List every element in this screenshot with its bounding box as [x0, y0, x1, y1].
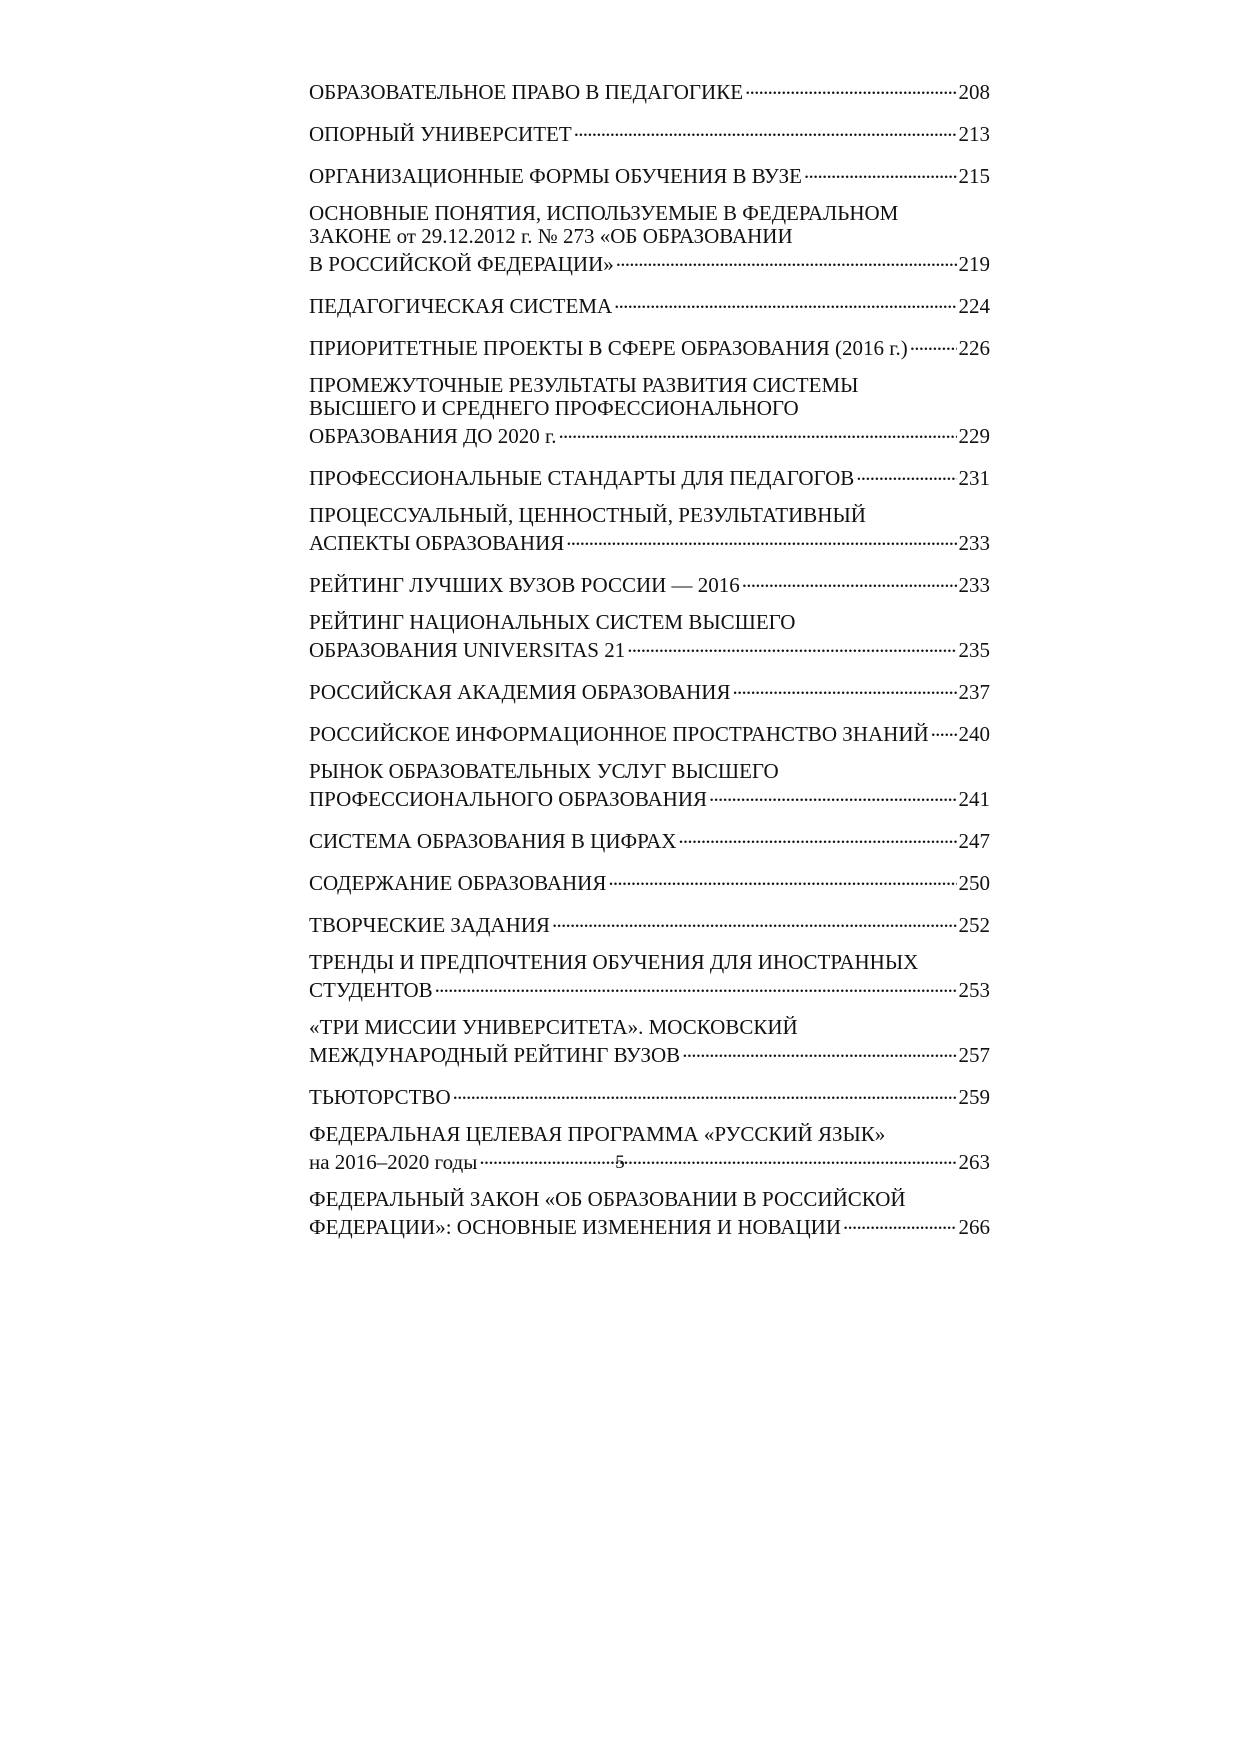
toc-entry-title-line: РЕЙТИНГ НАЦИОНАЛЬНЫХ СИСТЕМ ВЫСШЕГО — [309, 610, 796, 634]
toc-entry-title-line: на 2016–2020 годы — [309, 1150, 478, 1174]
toc-entry — [309, 332, 990, 360]
toc-entry — [309, 569, 990, 597]
toc-entry-title-line: ПРОФЕССИОНАЛЬНЫЕ СТАНДАРТЫ ДЛЯ ПЕДАГОГОВ — [309, 466, 855, 490]
toc-entry-title-line: ФЕДЕРАЦИИ»: ОСНОВНЫЕ ИЗМЕНЕНИЯ И НОВАЦИИ — [309, 1215, 841, 1239]
toc-entry-row — [309, 248, 990, 276]
toc-entry — [309, 951, 990, 1002]
toc-entry — [309, 1081, 990, 1109]
toc-entry-title-line: СТУДЕНТОВ — [309, 978, 433, 1002]
toc-entry — [309, 676, 990, 704]
toc-entry-page: 213 — [958, 122, 990, 146]
toc-entry — [309, 867, 990, 895]
toc-entry-row — [309, 569, 990, 597]
toc-entry-page: 257 — [958, 1043, 990, 1067]
toc-entry-title-line: ФЕДЕРАЛЬНАЯ ЦЕЛЕВАЯ ПРОГРАММА «РУССКИЙ ЯЗЫК» — [309, 1122, 886, 1146]
dot-leader — [804, 160, 957, 183]
toc-entry-title-line: ФЕДЕРАЛЬНЫЙ ЗАКОН «ОБ ОБРАЗОВАНИИ В РОССИЙСКОЙ — [309, 1187, 906, 1211]
toc-entry-title-line: ОБРАЗОВАНИЯ UNIVERSITAS 21 — [309, 638, 626, 662]
toc-entry — [309, 1016, 990, 1067]
toc-entry-title-line: ОРГАНИЗАЦИОННЫЕ ФОРМЫ ОБУЧЕНИЯ В ВУЗЕ — [309, 164, 802, 188]
toc-entry-title-line: РЫНОК ОБРАЗОВАТЕЛЬНЫХ УСЛУГ ВЫСШЕГО — [309, 759, 779, 783]
toc-entry-page: 235 — [958, 638, 990, 662]
dot-leader — [910, 332, 957, 355]
dot-leader — [732, 676, 956, 699]
dot-leader — [742, 569, 957, 592]
toc-entry-row — [309, 1039, 990, 1067]
dot-leader — [616, 248, 957, 271]
toc-entry — [309, 760, 990, 811]
toc-entry-page: 208 — [958, 80, 990, 104]
toc-entry-title-line: ОПОРНЫЙ УНИВЕРСИТЕТ — [309, 122, 572, 146]
dot-leader — [608, 867, 956, 890]
toc-entry-title-line: ТРЕНДЫ И ПРЕДПОЧТЕНИЯ ОБУЧЕНИЯ ДЛЯ ИНОСТРАННЫХ — [309, 950, 919, 974]
toc-entry-title-line: ВЫСШЕГО И СРЕДНЕГО ПРОФЕССИОНАЛЬНОГО — [309, 396, 799, 420]
toc-entry-title-line: РОССИЙСКАЯ АКАДЕМИЯ ОБРАЗОВАНИЯ — [309, 680, 731, 704]
toc-entry-row — [309, 718, 990, 746]
toc-entry-page: 219 — [958, 252, 990, 276]
toc-entry-row — [309, 332, 990, 360]
dot-leader — [614, 290, 956, 313]
toc-entry-row — [309, 825, 990, 853]
toc-entry — [309, 611, 990, 662]
toc-entry-page: 215 — [958, 164, 990, 188]
toc-entry-title-line: ТВОРЧЕСКИЕ ЗАДАНИЯ — [309, 913, 550, 937]
toc-entry-title-line: ПРОМЕЖУТОЧНЫЕ РЕЗУЛЬТАТЫ РАЗВИТИЯ СИСТЕМЫ — [309, 373, 859, 397]
toc-entry-row — [309, 76, 990, 104]
toc-entry-row — [309, 462, 990, 490]
toc-entry-title-line: ЗАКОНЕ от 29.12.2012 г. № 273 «ОБ ОБРАЗОВАНИИ — [309, 224, 793, 248]
toc-entry — [309, 290, 990, 318]
dot-leader — [931, 718, 957, 741]
toc-entry-page: 229 — [958, 424, 990, 448]
dot-leader — [709, 783, 956, 806]
toc-entry-page: 240 — [958, 722, 990, 746]
toc-entry-title-line: СОДЕРЖАНИЕ ОБРАЗОВАНИЯ — [309, 871, 607, 895]
toc-entry-page: 233 — [958, 531, 990, 555]
dot-leader — [843, 1211, 957, 1234]
toc-entry-title-line: АСПЕКТЫ ОБРАЗОВАНИЯ — [309, 531, 565, 555]
toc-entry-row — [309, 909, 990, 937]
toc-entry-title-line: ПРОЦЕССУАЛЬНЫЙ, ЦЕННОСТНЫЙ, РЕЗУЛЬТАТИВНЫЙ — [309, 503, 866, 527]
toc-entry-title-line: ОБРАЗОВАНИЯ ДО 2020 г. — [309, 424, 557, 448]
toc-entry-row — [309, 676, 990, 704]
dot-leader — [552, 909, 957, 932]
toc-entry-page: 250 — [958, 871, 990, 895]
toc-entry-page: 231 — [958, 466, 990, 490]
toc-entry-row — [309, 160, 990, 188]
toc-entry-title-line: РЕЙТИНГ ЛУЧШИХ ВУЗОВ РОССИИ — 2016 — [309, 573, 740, 597]
toc-entry — [309, 504, 990, 555]
toc-entry — [309, 374, 990, 448]
toc-entry-title-line: ТЬЮТОРСТВО — [309, 1085, 451, 1109]
toc-entry-title-line: ПРИОРИТЕТНЫЕ ПРОЕКТЫ В СФЕРЕ ОБРАЗОВАНИЯ (2016 г.) — [309, 336, 908, 360]
toc-entry-title-line: «ТРИ МИССИИ УНИВЕРСИТЕТА». МОСКОВСКИЙ — [309, 1015, 798, 1039]
toc-entry — [309, 825, 990, 853]
toc-entry — [309, 462, 990, 490]
toc-entry-page: 253 — [958, 978, 990, 1002]
toc-entry — [309, 118, 990, 146]
toc-entry-title-line: СИСТЕМА ОБРАЗОВАНИЯ В ЦИФРАХ — [309, 829, 677, 853]
toc-entry-page: 259 — [958, 1085, 990, 1109]
toc-entry-row — [309, 420, 990, 448]
toc-entry-row — [309, 974, 990, 1002]
toc-entry-page: 247 — [958, 829, 990, 853]
toc-entry-row — [309, 867, 990, 895]
dot-leader — [627, 634, 956, 657]
toc-entry-row — [309, 1081, 990, 1109]
table-of-contents — [309, 76, 990, 1253]
dot-leader — [678, 825, 956, 848]
toc-entry-title-line: ОБРАЗОВАТЕЛЬНОЕ ПРАВО В ПЕДАГОГИКЕ — [309, 80, 744, 104]
dot-leader — [745, 76, 956, 99]
toc-entry-title-line: МЕЖДУНАРОДНЫЙ РЕЙТИНГ ВУЗОВ — [309, 1043, 681, 1067]
toc-entry — [309, 160, 990, 188]
toc-entry-row — [309, 634, 990, 662]
dot-leader — [435, 974, 957, 997]
toc-entry-title-line: ПРОФЕССИОНАЛЬНОГО ОБРАЗОВАНИЯ — [309, 787, 708, 811]
dot-leader — [574, 118, 957, 141]
toc-entry-row — [309, 527, 990, 555]
toc-entry — [309, 202, 990, 276]
toc-entry-page: 226 — [958, 336, 990, 360]
toc-entry-page: 233 — [958, 573, 990, 597]
dot-leader — [558, 420, 956, 443]
dot-leader — [682, 1039, 956, 1062]
toc-entry-page: 237 — [958, 680, 990, 704]
toc-entry — [309, 909, 990, 937]
dot-leader — [453, 1081, 957, 1104]
toc-entry — [309, 718, 990, 746]
toc-entry — [309, 76, 990, 104]
toc-entry-page: 224 — [958, 294, 990, 318]
toc-entry-page: 263 — [958, 1150, 990, 1174]
toc-entry-row — [309, 290, 990, 318]
dot-leader — [856, 462, 956, 485]
toc-entry-row — [309, 783, 990, 811]
toc-entry-row — [309, 1211, 990, 1239]
toc-entry-row — [309, 118, 990, 146]
toc-entry-page: 252 — [958, 913, 990, 937]
toc-entry-title-line: В РОССИЙСКОЙ ФЕДЕРАЦИИ» — [309, 252, 614, 276]
toc-entry — [309, 1188, 990, 1239]
toc-entry-page: 241 — [958, 787, 990, 811]
dot-leader — [566, 527, 956, 550]
toc-entry-title-line: ПЕДАГОГИЧЕСКАЯ СИСТЕМА — [309, 294, 613, 318]
toc-entry-title-line: РОССИЙСКОЕ ИНФОРМАЦИОННОЕ ПРОСТРАНСТВО ЗНАНИЙ — [309, 722, 929, 746]
page-number: 5 — [615, 1152, 625, 1173]
toc-entry-title-line: ОСНОВНЫЕ ПОНЯТИЯ, ИСПОЛЬЗУЕМЫЕ В ФЕДЕРАЛЬНОМ — [309, 201, 899, 225]
toc-entry-page: 266 — [958, 1215, 990, 1239]
